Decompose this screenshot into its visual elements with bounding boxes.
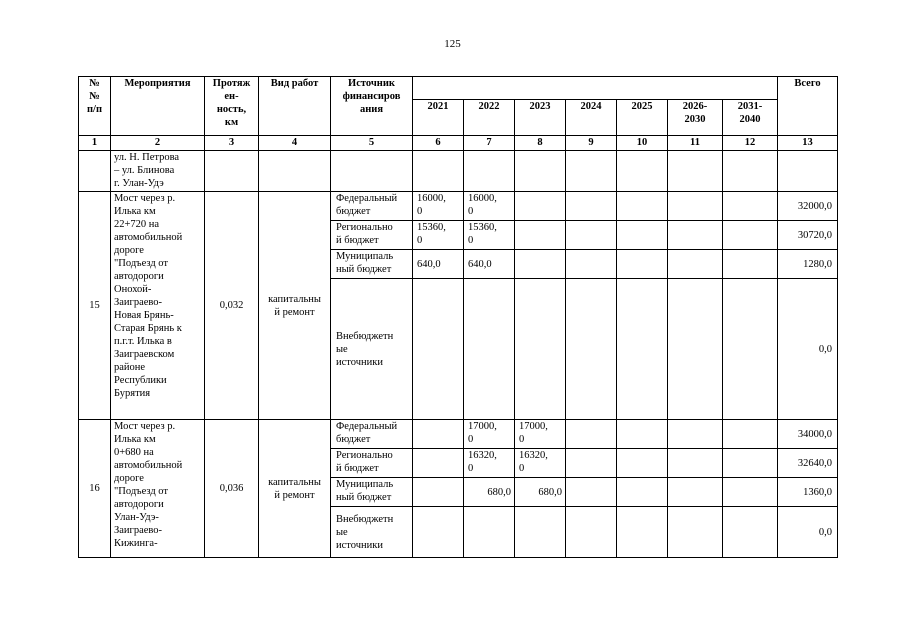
header-funding-source: Источник финансиров ания [331,77,413,136]
header-number: № № п/п [79,77,111,136]
continuation-text: ул. Н. Петрова – ул. Блинова г. Улан-Удэ [111,151,205,192]
value-2023 [515,221,566,250]
value-2023 [515,192,566,221]
funding-source: Регионально й бюджет [331,221,413,250]
value-2023: 17000, 0 [515,420,566,449]
row-total: 0,0 [778,507,838,558]
row-total: 32000,0 [778,192,838,221]
header-year: 2023 [515,100,566,136]
row-total: 30720,0 [778,221,838,250]
value-2022: 680,0 [464,478,515,507]
project-name: Мост через р. Илька км 22+720 на автомобильной дороге "Подъезд от автодороги Онохой- Заиграево- Новая Брянь- Старая Брянь к п.г.т. Илька в Заиграевском районе Республики Бурятия [111,192,205,420]
value-2023: 680,0 [515,478,566,507]
project-number: 16 [79,420,111,558]
column-number: 4 [259,136,331,151]
row-total: 34000,0 [778,420,838,449]
column-number: 10 [617,136,668,151]
project-work-type: капитальны й ремонт [259,420,331,558]
header-year: 2022 [464,100,515,136]
funding-source: Внебюджетн ые источники [331,279,413,420]
value-2022: 15360, 0 [464,221,515,250]
column-number: 2 [111,136,205,151]
table-row [79,420,838,449]
project-length: 0,036 [205,420,259,558]
header-years-group [413,77,778,100]
table-row [79,192,838,221]
value-2021: 640,0 [413,250,464,279]
column-number: 8 [515,136,566,151]
column-number: 13 [778,136,838,151]
funding-source: Регионально й бюджет [331,449,413,478]
column-number: 9 [566,136,617,151]
column-number: 5 [331,136,413,151]
header-work-type: Вид работ [259,77,331,136]
project-length: 0,032 [205,192,259,420]
header-year: 2026- 2030 [668,100,723,136]
value-2022: 640,0 [464,250,515,279]
value-2022: 17000, 0 [464,420,515,449]
value-2023: 16320, 0 [515,449,566,478]
funding-source: Муниципаль ный бюджет [331,478,413,507]
value-2021 [413,420,464,449]
value-2023 [515,250,566,279]
header-length: Протяж ен- ность, км [205,77,259,136]
row-total: 1280,0 [778,250,838,279]
row-total: 1360,0 [778,478,838,507]
header-activities: Мероприятия [111,77,205,136]
header-year: 2025 [617,100,668,136]
column-number: 1 [79,136,111,151]
column-number: 3 [205,136,259,151]
project-work-type: капитальны й ремонт [259,192,331,420]
funding-source: Федеральный бюджет [331,420,413,449]
column-number: 6 [413,136,464,151]
column-numbers-row [79,136,838,151]
page-number: 125 [444,38,461,50]
column-number: 7 [464,136,515,151]
funding-source: Внебюджетн ые источники [331,507,413,558]
header-total: Всего [778,77,838,136]
continuation-row [79,151,838,192]
header-year: 2024 [566,100,617,136]
funding-source: Муниципаль ный бюджет [331,250,413,279]
value-2021 [413,478,464,507]
header-year: 2031- 2040 [723,100,778,136]
value-2022: 16320, 0 [464,449,515,478]
row-total: 0,0 [778,279,838,420]
column-number: 11 [668,136,723,151]
project-number: 15 [79,192,111,420]
column-number: 12 [723,136,778,151]
value-2021: 15360, 0 [413,221,464,250]
header-year: 2021 [413,100,464,136]
value-2021 [413,449,464,478]
project-name: Мост через р. Илька км 0+680 на автомобильной дороге "Подъезд от автодороги Улан-Удэ- Заиграево- Кижинга- [111,420,205,558]
value-2021: 16000, 0 [413,192,464,221]
funding-source: Федеральный бюджет [331,192,413,221]
row-total: 32640,0 [778,449,838,478]
value-2022: 16000, 0 [464,192,515,221]
financing-table [78,76,838,558]
